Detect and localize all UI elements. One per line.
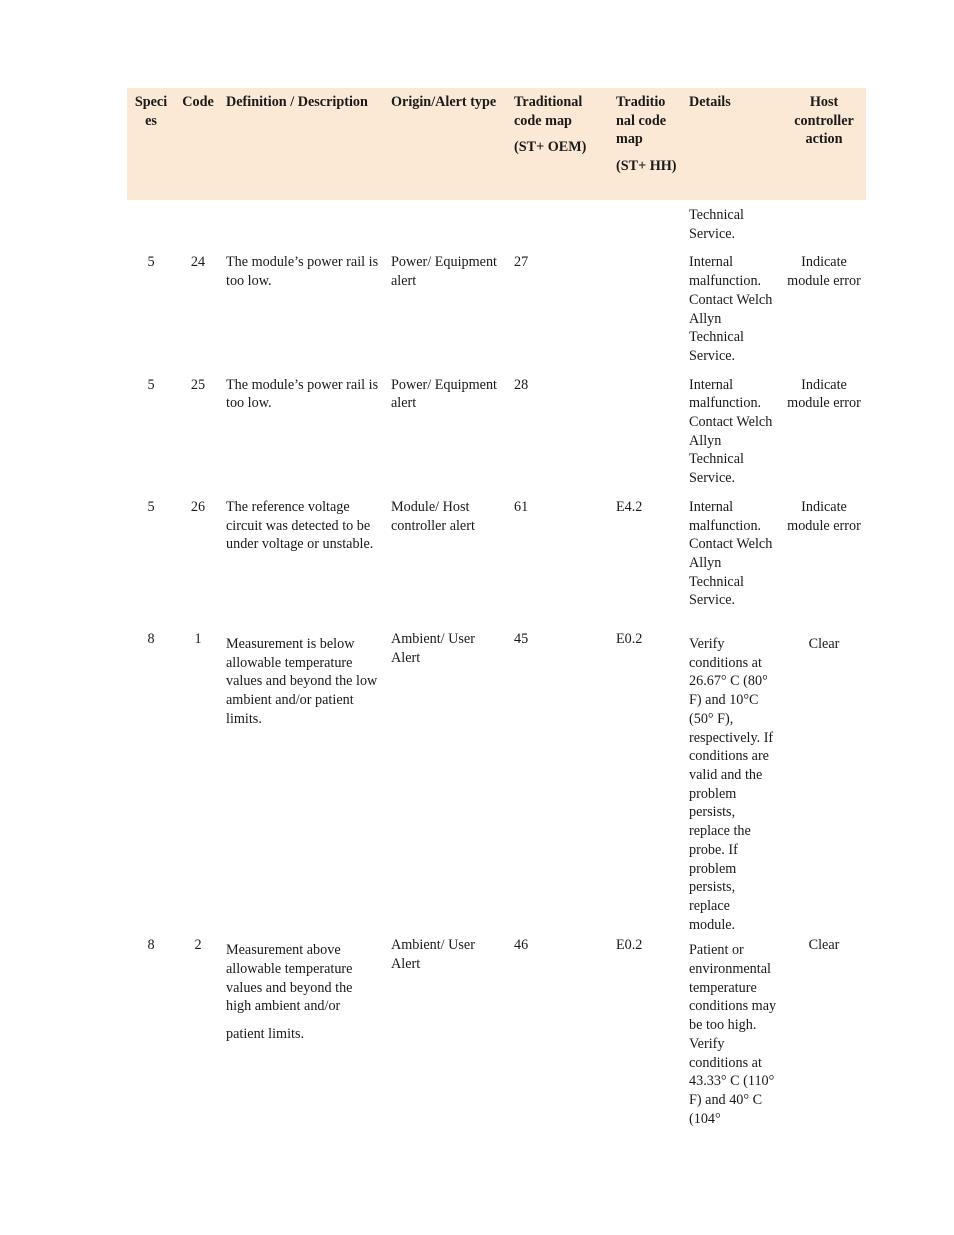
cell-definition: The module’s power rail is too low. — [226, 254, 379, 290]
cell-species: 5 — [147, 498, 155, 515]
table-row — [127, 610, 866, 934]
header-origin: Origin/Alert type — [386, 88, 509, 200]
cell-species: 5 — [147, 376, 155, 393]
header-trad-oem-label: Traditional code map — [514, 94, 583, 129]
cell-details: Internal malfunction. Contact Welch Allyn Technical Service. — [689, 498, 773, 609]
cell-host-action: Clear — [808, 636, 840, 653]
cell-host-action: Indicate module error — [787, 376, 861, 412]
error-code-table — [127, 88, 866, 1128]
header-trad-oem — [509, 88, 611, 200]
cell-trad-hh: E4.2 — [616, 498, 643, 515]
cell-origin: Power/ Equipment alert — [391, 254, 497, 290]
header-trad-hh — [611, 88, 684, 200]
cell-definition-text: Measurement above allowable temperature values and beyond the high ambient and/or — [226, 942, 353, 1015]
header-host-action: Host controller action — [782, 88, 866, 200]
cell-host-action: Indicate module error — [787, 498, 861, 534]
cell-trad-oem: 61 — [514, 498, 529, 515]
cell-trad-hh: E0.2 — [616, 937, 643, 954]
cell-host-action: Clear — [808, 937, 840, 954]
header-trad-hh-label: Traditio nal code map — [616, 94, 667, 148]
table-header-row — [127, 88, 866, 200]
cell-trad-hh: E0.2 — [616, 631, 643, 648]
cell-origin: Ambient/ User Alert — [391, 631, 475, 666]
cell-trad-hh — [611, 366, 684, 488]
header-trad-oem-sub: (ST+ OEM) — [514, 139, 587, 156]
cell-trad-hh — [611, 243, 684, 365]
cell-details: Patient or environmental temperature conditions may be too high. Verify conditions at 43.33° C (110° F) and 40° C (104° — [689, 942, 777, 1127]
cell-definition: Measurement is below allowable temperature values and beyond the low ambient and/or patient limits. — [226, 636, 378, 727]
cell-code: 26 — [190, 498, 206, 515]
cell-origin: Power/ Equipment alert — [391, 376, 497, 412]
header-definition: Definition / Description — [221, 88, 386, 200]
table-row — [127, 488, 866, 610]
cell-trad-oem: 45 — [514, 631, 529, 648]
cell-origin: Ambient/ User Alert — [391, 937, 475, 973]
cell-species: 8 — [147, 937, 155, 954]
error-code-table-container — [127, 88, 866, 1128]
header-details: Details — [684, 88, 782, 200]
table-row-continuation — [127, 200, 866, 243]
cell-code: 24 — [190, 254, 206, 271]
cell-trad-oem: 46 — [514, 937, 529, 954]
header-code: Code — [175, 88, 221, 200]
cell-species: 5 — [147, 254, 155, 271]
table-row — [127, 366, 866, 488]
cell-code: 2 — [194, 937, 202, 954]
cell-definition — [221, 934, 386, 1128]
cell-species: 8 — [147, 631, 155, 648]
cell-details: Internal malfunction. Contact Welch Allyn Technical Service. — [689, 376, 773, 487]
cell-details: Verify conditions at 26.67° C (80° F) and 10°C (50° F), respectively. If conditions are valid and the problem persists, replace the probe. If problem persists, replace module. — [689, 636, 774, 933]
continuation-details: Technical Service. — [689, 207, 744, 242]
table-row — [127, 934, 866, 1128]
header-trad-hh-sub: (ST+ HH) — [616, 158, 677, 175]
cell-definition: The reference voltage circuit was detected to be under voltage or unstable. — [226, 498, 374, 553]
cell-definition: The module’s power rail is too low. — [226, 376, 379, 412]
cell-trad-oem: 27 — [514, 254, 529, 271]
cell-code: 25 — [190, 376, 206, 393]
cell-origin: Module/ Host controller alert — [391, 498, 475, 534]
header-species: Speci es — [127, 88, 175, 200]
cell-details: Internal malfunction. Contact Welch Allyn Technical Service. — [689, 254, 773, 364]
cell-definition-continued: patient limits. — [226, 1026, 305, 1043]
cell-host-action: Indicate module error — [787, 254, 861, 290]
table-row — [127, 243, 866, 365]
cell-trad-oem: 28 — [514, 376, 529, 393]
cell-code: 1 — [194, 631, 202, 648]
